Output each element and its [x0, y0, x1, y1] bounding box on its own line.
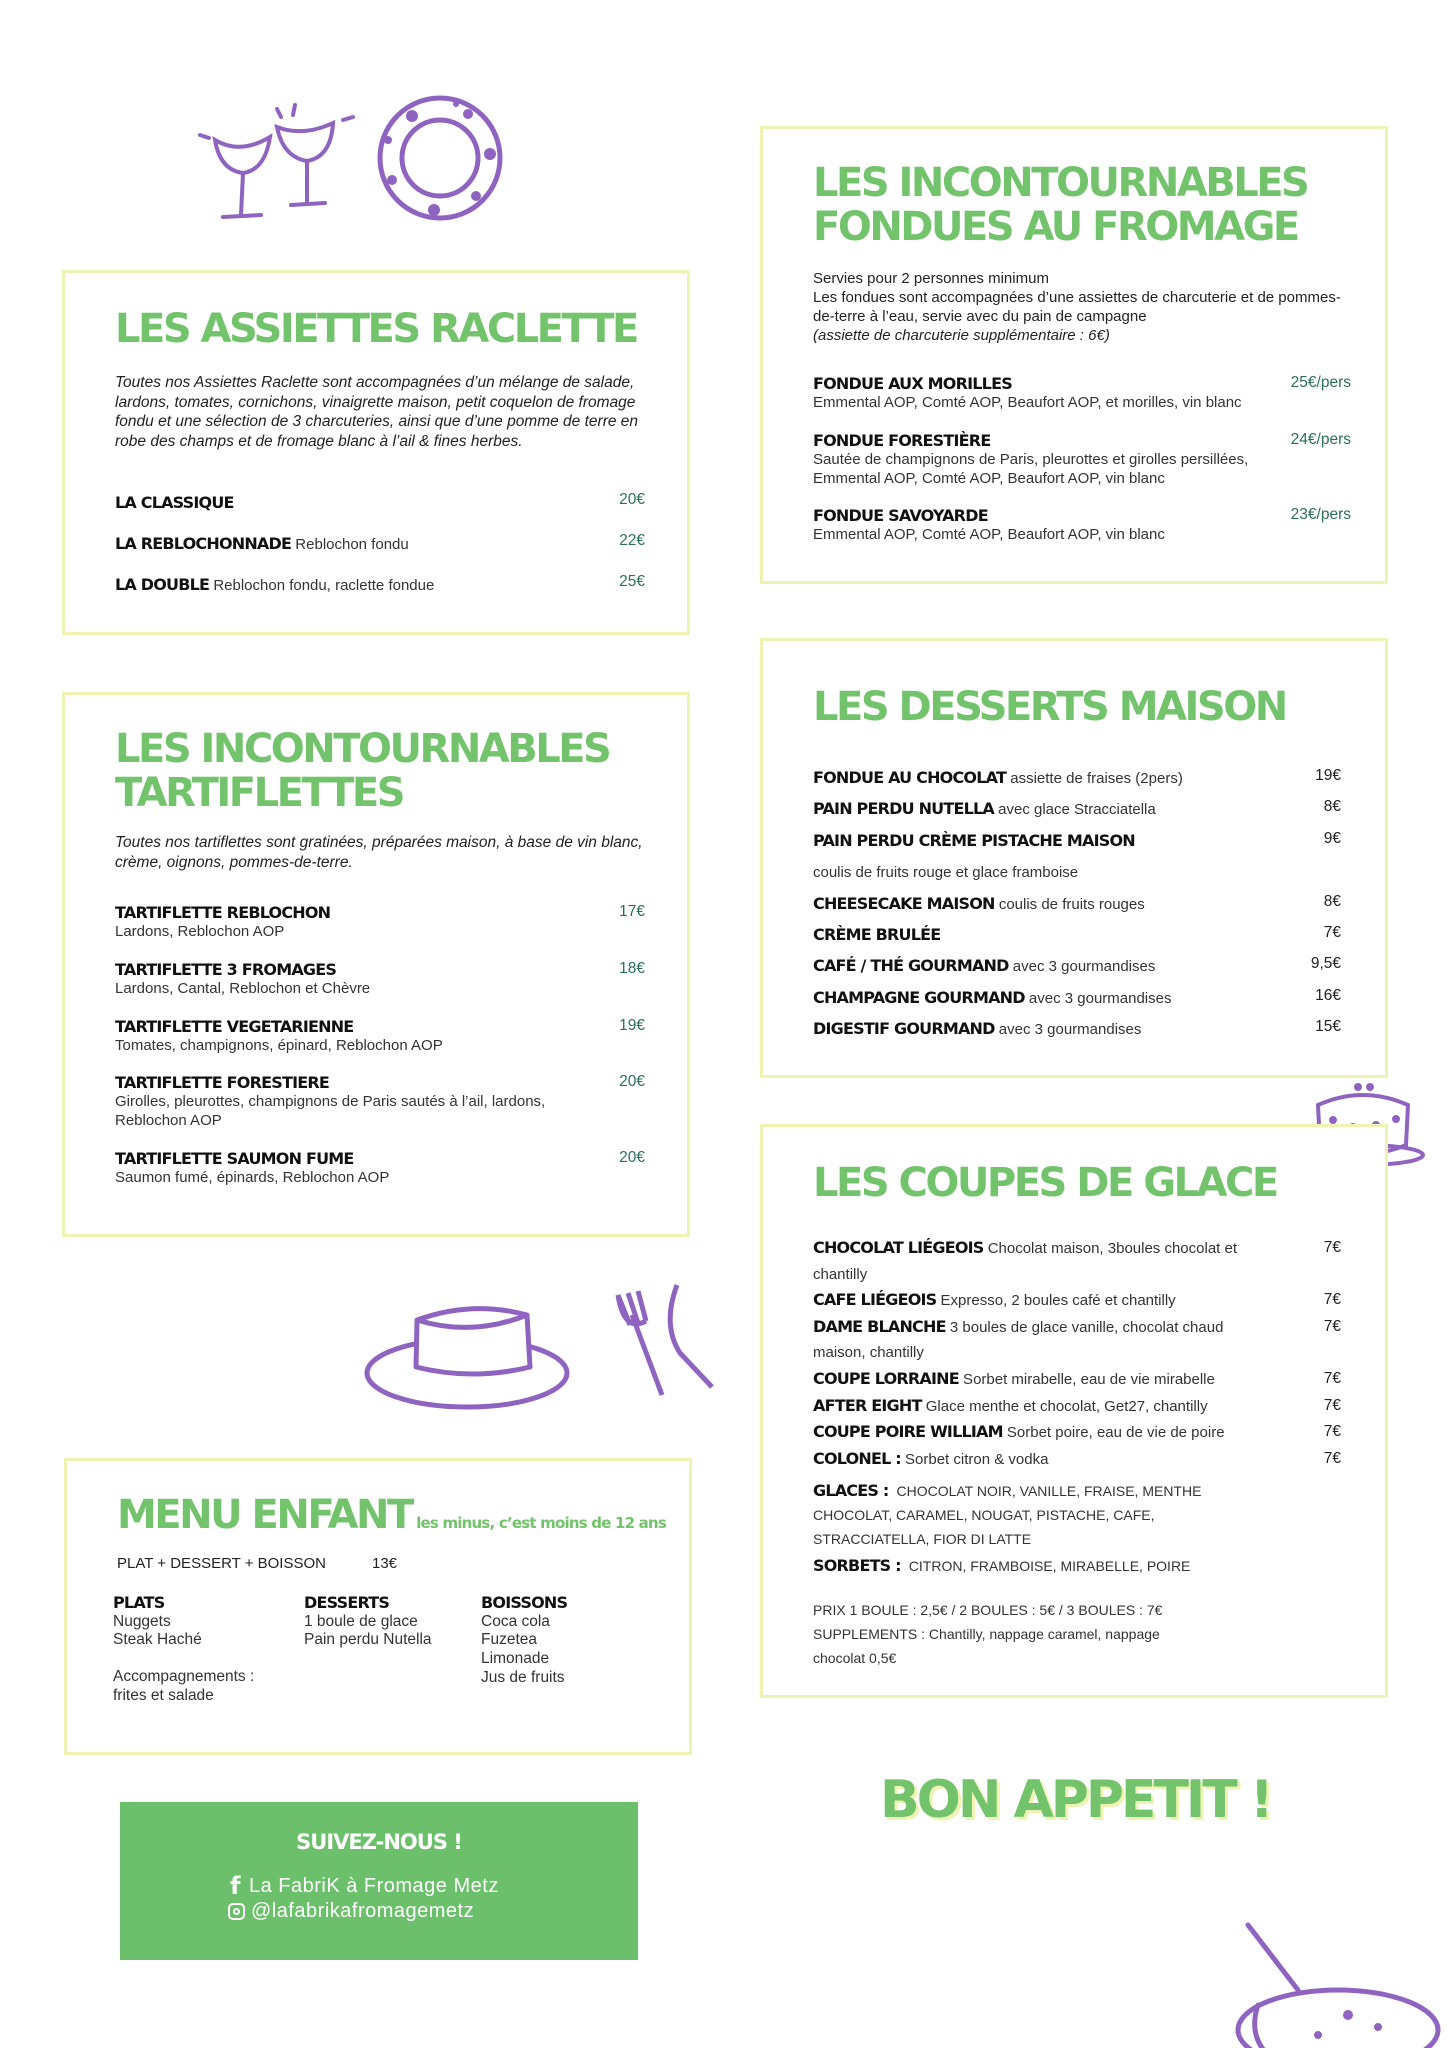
item-price: 22€ — [619, 532, 645, 549]
item-name: LA REBLOCHONNADE — [115, 534, 292, 553]
facebook-link[interactable]: f La FabriK à Fromage Metz — [230, 1872, 499, 1900]
ice-cream-item — [813, 1446, 1341, 1473]
fondues-intro: Servies pour 2 personnes minimum Les fondues sont accompagnées d’une assiettes de charcuterie et de pommes-de-terre à l’eau, servie avec du pain de campagne (assiette de charcuterie supplémentaire : 6€) — [813, 270, 1341, 345]
item-name: TARTIFLETTE VEGETARIENNE — [115, 1016, 354, 1036]
dessert-item — [813, 920, 1341, 951]
ice-cream-item — [813, 1366, 1341, 1393]
item-description: Expresso, 2 boules café et chantilly — [936, 1292, 1176, 1310]
item-description: 3 boules de glace vanille, chocolat chaud maison, chantilly — [813, 1318, 1224, 1362]
ice-cream-item — [813, 1393, 1341, 1420]
cheese-wheel-icon — [372, 90, 508, 226]
item-name: CAFE LIÉGEOIS — [813, 1290, 937, 1310]
item-price: 15€ — [1315, 1018, 1341, 1036]
champagne-glasses-icon — [195, 95, 355, 225]
item-description: Emmental AOP, Comté AOP, Beaufort AOP, et morilles, vin blanc — [813, 394, 1242, 411]
item-price: 17€ — [619, 903, 645, 920]
item-price: 7€ — [1323, 1449, 1341, 1467]
item-name: FONDUE AUX MORILLES — [813, 374, 1012, 393]
raclette-intro: Toutes nos Assiettes Raclette sont accompagnées d’un mélange de salade, lardons, tomates, cornichons, vinaigrette maison, petit coquelon de fromage fondu et une sélection de 3 charcuteries, ainsi que d’une pomme de terre en robe des champs et de fromage blanc à l’ail & fines herbes. — [115, 374, 639, 451]
tartiflettes-section — [62, 692, 690, 1237]
kids-menu-formula: PLAT + DESSERT + BOISSON 13€ — [117, 1555, 398, 1572]
item-price: 18€ — [619, 959, 645, 977]
dessert-item — [813, 826, 1341, 857]
item-name: DAME BLANCHE — [813, 1316, 946, 1336]
item-description: Lardons, Cantal, Reblochon et Chèvre — [115, 979, 371, 997]
item-name: COUPE POIRE WILLIAM — [813, 1422, 1003, 1442]
item-price: 7€ — [1323, 1369, 1341, 1387]
item-name: TARTIFLETTE 3 FROMAGES — [115, 959, 337, 979]
kids-menu-desserts: DESSERTS 1 boule de glace Pain perdu Nutella — [304, 1593, 432, 1649]
item-price: 24€/pers — [1290, 430, 1351, 448]
raclette-section — [62, 270, 690, 635]
item-description: Sorbet mirabelle, eau de vie mirabelle — [958, 1370, 1215, 1388]
item-price: 7€ — [1323, 1396, 1341, 1414]
item-name: CHEESECAKE MAISON — [813, 893, 995, 913]
item-description: avec 3 gourmandises — [1024, 989, 1172, 1007]
item-price: 25€/pers — [1290, 374, 1351, 391]
item-description: Sorbet citron & vodka — [900, 1450, 1049, 1468]
item-price: 8€ — [1323, 798, 1341, 816]
item-price: 7€ — [1323, 1317, 1341, 1335]
item-description: avec 3 gourmandises — [1008, 958, 1156, 976]
item-name: LA CLASSIQUE — [115, 493, 234, 512]
item-name: TARTIFLETTE FORESTIERE — [115, 1073, 330, 1093]
item-description: Sorbet poire, eau de vie de poire — [1002, 1424, 1225, 1442]
item-price: 20€ — [619, 1148, 645, 1166]
tartiflettes-title: LES INCONTOURNABLES TARTIFLETTES — [115, 726, 610, 816]
tartiflette-item — [115, 903, 645, 942]
item-name: CHAMPAGNE GOURMAND — [813, 987, 1025, 1007]
item-name: CAFÉ / THÉ GOURMAND — [813, 956, 1009, 976]
dessert-item — [813, 983, 1341, 1014]
item-description: Sautée de champignons de Paris, pleurottes et girolles persillées, Emmental AOP, Comté AOP, Beaufort AOP, vin blanc — [813, 450, 1249, 487]
dessert-item — [813, 951, 1341, 982]
item-description: Reblochon fondu — [291, 536, 409, 553]
item-price: 23€/pers — [1290, 506, 1351, 524]
fondues-section — [760, 126, 1388, 584]
item-price: 7€ — [1323, 1423, 1341, 1441]
dessert-item — [813, 794, 1341, 825]
dessert-item — [813, 889, 1341, 920]
raclette-item — [115, 532, 645, 557]
bon-appetit-text: BON APPETIT ! — [880, 1770, 1271, 1830]
desserts-section — [760, 638, 1388, 1078]
item-name: PAIN PERDU CRÈME PISTACHE MAISON — [813, 830, 1135, 850]
item-description: Chocolat maison, 3boules chocolat et chantilly — [813, 1240, 1238, 1283]
desserts-title: LES DESSERTS MAISON — [813, 684, 1286, 730]
item-description: avec 3 gourmandises — [994, 1021, 1142, 1039]
ice-cream-title: LES COUPES DE GLACE — [813, 1160, 1277, 1206]
item-name: CHOCOLAT LIÉGEOIS — [813, 1238, 984, 1257]
item-price: 9,5€ — [1310, 955, 1341, 973]
ice-cream-item — [813, 1235, 1341, 1287]
item-name: AFTER EIGHT — [813, 1395, 922, 1415]
fondues-title: LES INCONTOURNABLES FONDUES AU FROMAGE — [813, 160, 1308, 250]
item-description: assiette de fraises (2pers) — [1006, 770, 1183, 787]
dessert-item — [813, 1014, 1341, 1045]
kids-menu-header — [117, 1493, 666, 1537]
item-price: 20€ — [619, 491, 645, 508]
item-price: 19€ — [619, 1016, 645, 1034]
kids-menu-boissons: BOISSONS Coca cola Fuzetea Limonade Jus de fruits — [481, 1593, 568, 1687]
ice-cream-section — [760, 1124, 1388, 1698]
item-name: CRÈME BRULÉE — [813, 924, 941, 944]
item-price: 7€ — [1323, 923, 1341, 941]
item-description: Lardons, Reblochon AOP — [115, 923, 285, 940]
item-name: TARTIFLETTE SAUMON FUME — [115, 1148, 354, 1168]
ice-cream-item — [813, 1314, 1341, 1366]
item-name: FONDUE FORESTIÈRE — [813, 430, 991, 450]
item-price: 9€ — [1323, 829, 1341, 847]
fondue-pot-icon — [1228, 1915, 1448, 2048]
item-name: DIGESTIF GOURMAND — [813, 1019, 995, 1039]
item-name: LA DOUBLE — [115, 575, 210, 594]
tartiflette-item — [115, 960, 645, 999]
facebook-icon: f — [230, 1872, 241, 1900]
item-price: 20€ — [619, 1073, 645, 1091]
item-price: 16€ — [1315, 986, 1341, 1004]
item-price: 8€ — [1323, 892, 1341, 910]
tartiflette-item — [115, 1073, 645, 1131]
kids-menu-section — [64, 1458, 692, 1755]
raclette-item — [115, 573, 645, 598]
kids-menu-subtitle: les minus, c’est moins de 12 ans — [416, 1514, 667, 1532]
dessert-item — [813, 763, 1341, 794]
kids-menu-title: MENU ENFANT — [117, 1492, 412, 1538]
item-description: coulis de fruits rouge et glace framboise — [813, 864, 1079, 882]
ice-cream-item — [813, 1287, 1341, 1314]
item-name: FONDUE SAVOYARDE — [813, 506, 988, 526]
tartiflette-item — [115, 1017, 645, 1056]
item-description: Saumon fumé, épinards, Reblochon AOP — [115, 1168, 390, 1186]
ice-cream-item — [813, 1419, 1341, 1446]
instagram-icon — [228, 1903, 245, 1920]
item-name: FONDUE AU CHOCOLAT — [813, 768, 1007, 787]
item-description: Emmental AOP, Comté AOP, Beaufort AOP, vin blanc — [813, 526, 1165, 544]
tartiflette-item — [115, 1149, 645, 1188]
item-price: 7€ — [1323, 1239, 1341, 1256]
item-price: 7€ — [1323, 1291, 1341, 1309]
cheese-plate-cutlery-icon — [362, 1275, 722, 1415]
item-name: COLONEL : — [813, 1448, 901, 1468]
flavours-block: GLACES : CHOCOLAT NOIR, VANILLE, FRAISE, MENTHE CHOCOLAT, CARAMEL, NOUGAT, PISTACHE, CAFE, STRACCIATELLA, FIOR DI LATTE SORBETS : CITRON, FRAMBOISE, MIRABELLE, POIRE — [813, 1481, 1202, 1575]
item-description: Tomates, champignons, épinard, Reblochon AOP — [115, 1036, 443, 1054]
social-title: SUIVEZ-NOUS ! — [296, 1830, 462, 1854]
pricing-block: PRIX 1 BOULE : 2,5€ / 2 BOULES : 5€ / 3 BOULES : 7€ SUPPLEMENTS : Chantilly, nappage caramel, nappage chocolat 0,5€ — [813, 1602, 1163, 1666]
item-price: 25€ — [619, 573, 645, 590]
item-name: PAIN PERDU NUTELLA — [813, 799, 994, 819]
item-description: Girolles, pleurottes, champignons de Paris sautés à l’ail, lardons, Reblochon AOP — [115, 1093, 546, 1129]
item-description: avec glace Stracciatella — [993, 801, 1156, 819]
fondue-item — [813, 374, 1351, 413]
item-name: TARTIFLETTE REBLOCHON — [115, 903, 331, 922]
item-price: 19€ — [1315, 767, 1341, 784]
instagram-link[interactable]: @lafabrikafromagemetz — [228, 1900, 474, 1923]
raclette-title: LES ASSIETTES RACLETTE — [115, 306, 637, 352]
social-box — [120, 1802, 638, 1960]
item-description: coulis de fruits rouges — [994, 895, 1145, 913]
raclette-item — [115, 491, 645, 516]
item-name: COUPE LORRAINE — [813, 1368, 959, 1388]
tartiflettes-intro: Toutes nos tartiflettes sont gratinées, préparées maison, à base de vin blanc, crème, oignons, pommes-de-terre. — [115, 834, 643, 871]
dessert-item — [813, 857, 1341, 888]
item-description: Reblochon fondu, raclette fondue — [209, 577, 435, 594]
fondue-item — [813, 430, 1351, 489]
item-description: Glace menthe et chocolat, Get27, chantilly — [921, 1397, 1208, 1415]
kids-menu-plats: PLATS Nuggets Steak Haché Accompagnements : frites et salade — [113, 1593, 255, 1705]
fondue-item — [813, 506, 1351, 545]
